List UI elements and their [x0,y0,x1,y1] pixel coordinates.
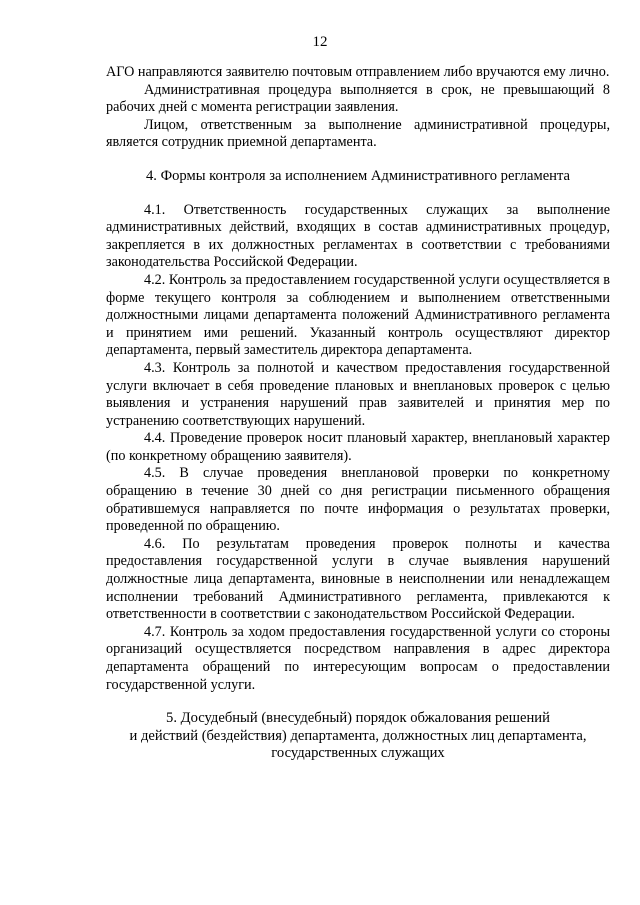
paragraph-deadline: Административная процедура выполняется в срок, не превышающий 8 рабочих дней с момента регистрации заявления. [106,81,610,116]
paragraph-4-2: 4.2. Контроль за предоставлением государственной услуги осуществляется в форме текущего контроля за соблюдением и выполнением ответственными должностными лицами департамента положений Административного регламента и принятием ими решений. Указанный контроль осуществляют директор департамента, первый заместитель директора департамента. [106,271,610,359]
section-5-heading-line-2: и действий (бездействия) департамента, должностных лиц департамента, [129,727,587,744]
paragraph-4-5: 4.5. В случае проведения внеплановой проверки по конкретному обращению в течение 30 дней со дня регистрации письменного обращения обратившемуся направляется по почте информация о результатах проверки, проведенной по обращению. [106,465,610,535]
paragraph-responsible: Лицом, ответственным за выполнение административной процедуры, является сотрудник приемной департамента. [106,116,610,151]
section-4-heading: 4. Формы контроля за исполнением Административного регламента [145,167,571,184]
paragraph-4-6: 4.6. По результатам проведения проверок полноты и качества предоставления государственной услуги в случае выявления нарушений должностные лица департамента, виновные в неисполнении или ненадлежащем исполнении требований Административного регламента, привлекаются к ответственности в соответствии с законодательством Российской Федерации. [106,535,610,623]
paragraph-4-3: 4.3. Контроль за полнотой и качеством предоставления государственной услуги включает в себя проведение плановых и внеплановых проверок с целью выявления и устранения нарушений прав заявителей и принятия мер по устранению соответствующих нарушений. [106,359,610,429]
section-5-heading-line-3: государственных служащих [271,745,445,762]
section-5-heading-line-1: 5. Досудебный (внесудебный) порядок обжалования решений [166,710,550,727]
paragraph-4-1: 4.1. Ответственность государственных служащих за выполнение административных действий, входящих в состав административных процедур, закрепляется в их должностных регламентах в соответствии с требованиями законодательства Российской Федерации. [106,201,610,271]
paragraph-continuation: АГО направляются заявителю почтовым отправлением либо вручаются ему лично. [106,64,610,80]
paragraph-4-4: 4.4. Проведение проверок носит плановый характер, внеплановый характер (по конкретному обращению заявителя). [106,430,610,464]
section-5-heading [106,710,610,763]
paragraph-4-7: 4.7. Контроль за ходом предоставления государственной услуги со стороны организаций осуществляется посредством направления в адрес директора департамента обращений по интересующим вопросам о предоставлении государственной услуги. [106,623,610,693]
page-content [106,64,610,763]
page-number: 12 [312,34,328,50]
